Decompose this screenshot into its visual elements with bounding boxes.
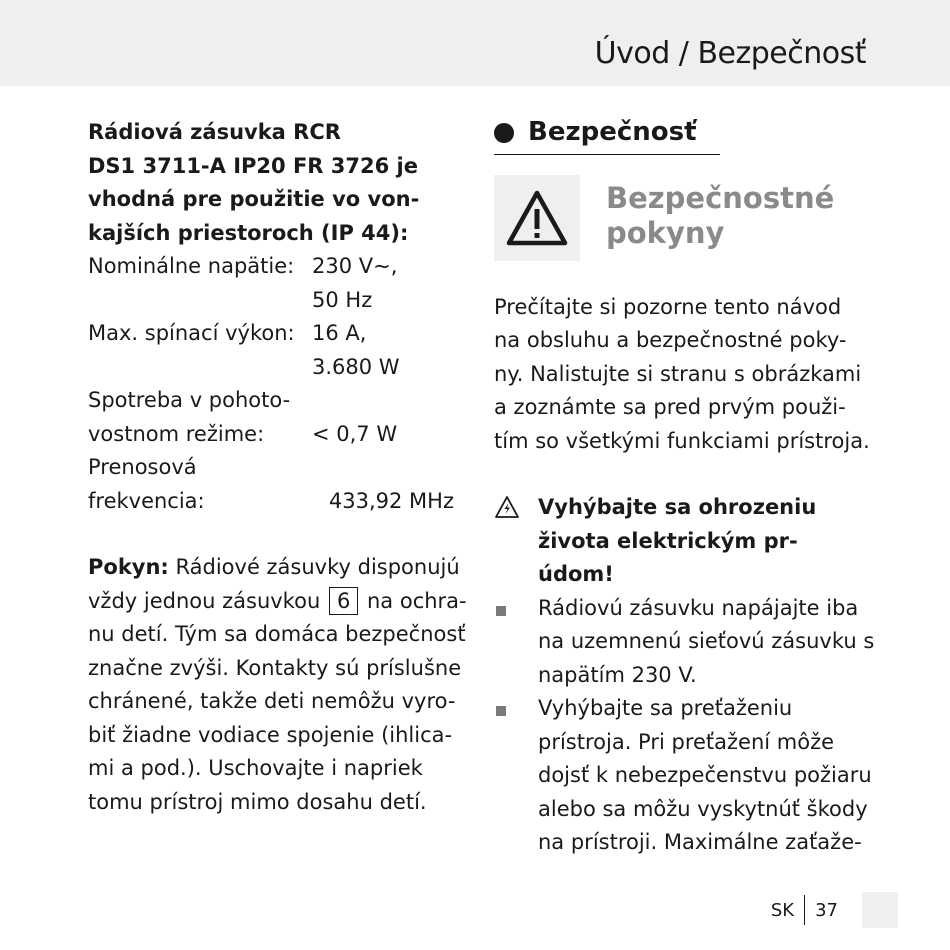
bullet-line: na uzemnenú sieťovú zásuvku s — [538, 629, 875, 653]
heading-line: vhodná pre použitie vo von- — [88, 187, 420, 211]
note-line: tomu prístroj mimo dosahu detí. — [88, 789, 427, 814]
note-label: Pokyn: — [88, 555, 169, 579]
bullet-line: Rádiovú zásuvku napájajte iba — [538, 595, 859, 620]
safety-heading-line: Bezpečnostné — [606, 180, 835, 215]
safety-heading — [606, 181, 834, 251]
note-line: nu detí. Tým sa domáca bezpečnosť — [88, 622, 466, 646]
spec-row-voltage-cont — [88, 284, 460, 318]
spec-value: 50 Hz — [312, 287, 373, 312]
spec-label: frekvencia: — [88, 488, 205, 513]
spec-row-standby — [88, 384, 460, 418]
section-title — [494, 116, 720, 155]
page-title: Úvod / Bezpečnosť — [594, 36, 866, 71]
spec-label: vostnom režime: — [88, 421, 265, 446]
note-text: na ochra- — [360, 588, 467, 613]
heading-line: DS1 3711-A IP20 FR 3726 je — [88, 153, 418, 178]
note-text: vždy jednou zásuvkou — [88, 588, 327, 613]
safety-instructions-block — [494, 175, 866, 263]
note-text: Rádiové zásuvky disponujú — [168, 555, 460, 579]
spec-row-frequency — [88, 451, 460, 485]
reference-number-box: 6 — [329, 587, 358, 615]
heading-line: kajších priestoroch (IP 44): — [88, 220, 409, 245]
square-bullet-icon — [496, 706, 506, 716]
bullet-line: dojsť k nebezpečenstvu požiaru — [538, 763, 872, 787]
bullet-dot-icon — [494, 123, 514, 143]
bullet-line: napätím 230 V. — [538, 662, 697, 687]
spec-row-power-cont — [88, 351, 460, 385]
note-line — [88, 551, 460, 585]
note-line — [88, 585, 467, 619]
heading-line: Rádiová zásuvka RCR — [88, 120, 341, 144]
spec-label: Spotreba v pohoto- — [88, 388, 291, 412]
product-heading — [88, 116, 460, 250]
spec-table — [88, 250, 460, 518]
note-line: značne zvýši. Kontakty sú príslušne — [88, 655, 462, 680]
spec-value: 16 A, — [312, 321, 367, 345]
note-line: biť žiadne vodiace spojenie (ihlica- — [88, 722, 453, 747]
note-paragraph — [88, 551, 467, 819]
square-bullet-icon — [496, 606, 506, 616]
spec-row-standby-cont — [88, 418, 460, 452]
page-number: 37 — [815, 899, 838, 921]
section-title-text: Bezpečnosť — [528, 117, 697, 147]
note-line: mi a pod.). Uschovajte i napriek — [88, 756, 423, 780]
warning-line: života elektrickým pr- — [538, 528, 798, 553]
note-line: chránené, takže deti nemôžu vyro- — [88, 689, 456, 713]
intro-line: ny. Nalistujte si stranu s obrázkami — [494, 361, 862, 386]
spec-row-frequency-cont — [88, 485, 460, 519]
intro-paragraph — [494, 291, 870, 459]
warning-line: Vyhýbajte sa ohrozeniu — [538, 495, 817, 519]
left-column — [88, 116, 467, 819]
footer-divider — [804, 895, 805, 925]
spec-label: Nominálne napätie: — [88, 254, 295, 278]
warning-triangle-icon — [494, 175, 580, 261]
spacer — [88, 518, 460, 551]
warning-triangle-small-icon — [494, 495, 520, 530]
bullet-line: alebo sa môžu vyskytnúť škody — [538, 796, 868, 821]
intro-line: na obsluhu a bezpečnostné poky- — [494, 328, 847, 352]
bullet-line: Vyhýbajte sa preťaženiu — [538, 696, 793, 720]
spec-value: 3.680 W — [312, 354, 400, 379]
bullet-line: na prístroji. Maximálne zaťaže- — [538, 830, 862, 854]
spec-label: Max. spínací výkon: — [88, 321, 295, 345]
bullet-line: prístroja. Pri preťažení môže — [538, 729, 835, 754]
spec-value: < 0,7 W — [312, 421, 398, 446]
bullet-item-overload — [494, 692, 872, 860]
bullet-item-grounded-outlet — [494, 592, 875, 693]
spec-value: 230 V∼, — [312, 254, 398, 278]
safety-heading-line: pokyny — [606, 215, 725, 250]
electric-warning-heading — [494, 491, 866, 592]
language-code: SK — [770, 899, 795, 921]
footer-tab-box — [862, 892, 898, 928]
spec-row-power — [88, 317, 460, 351]
intro-line: Prečítajte si pozorne tento návod — [494, 294, 842, 319]
spec-value: 433,92 MHz — [328, 488, 454, 513]
spec-row-voltage — [88, 250, 460, 284]
warning-line: údom! — [538, 562, 614, 586]
intro-line: tím so všetkými funkciami prístroja. — [494, 428, 870, 453]
spec-label: Prenosová — [88, 455, 197, 479]
page-footer — [771, 896, 838, 924]
intro-line: a zoznámte sa pred prvým použi- — [494, 395, 846, 419]
right-column — [494, 116, 875, 860]
